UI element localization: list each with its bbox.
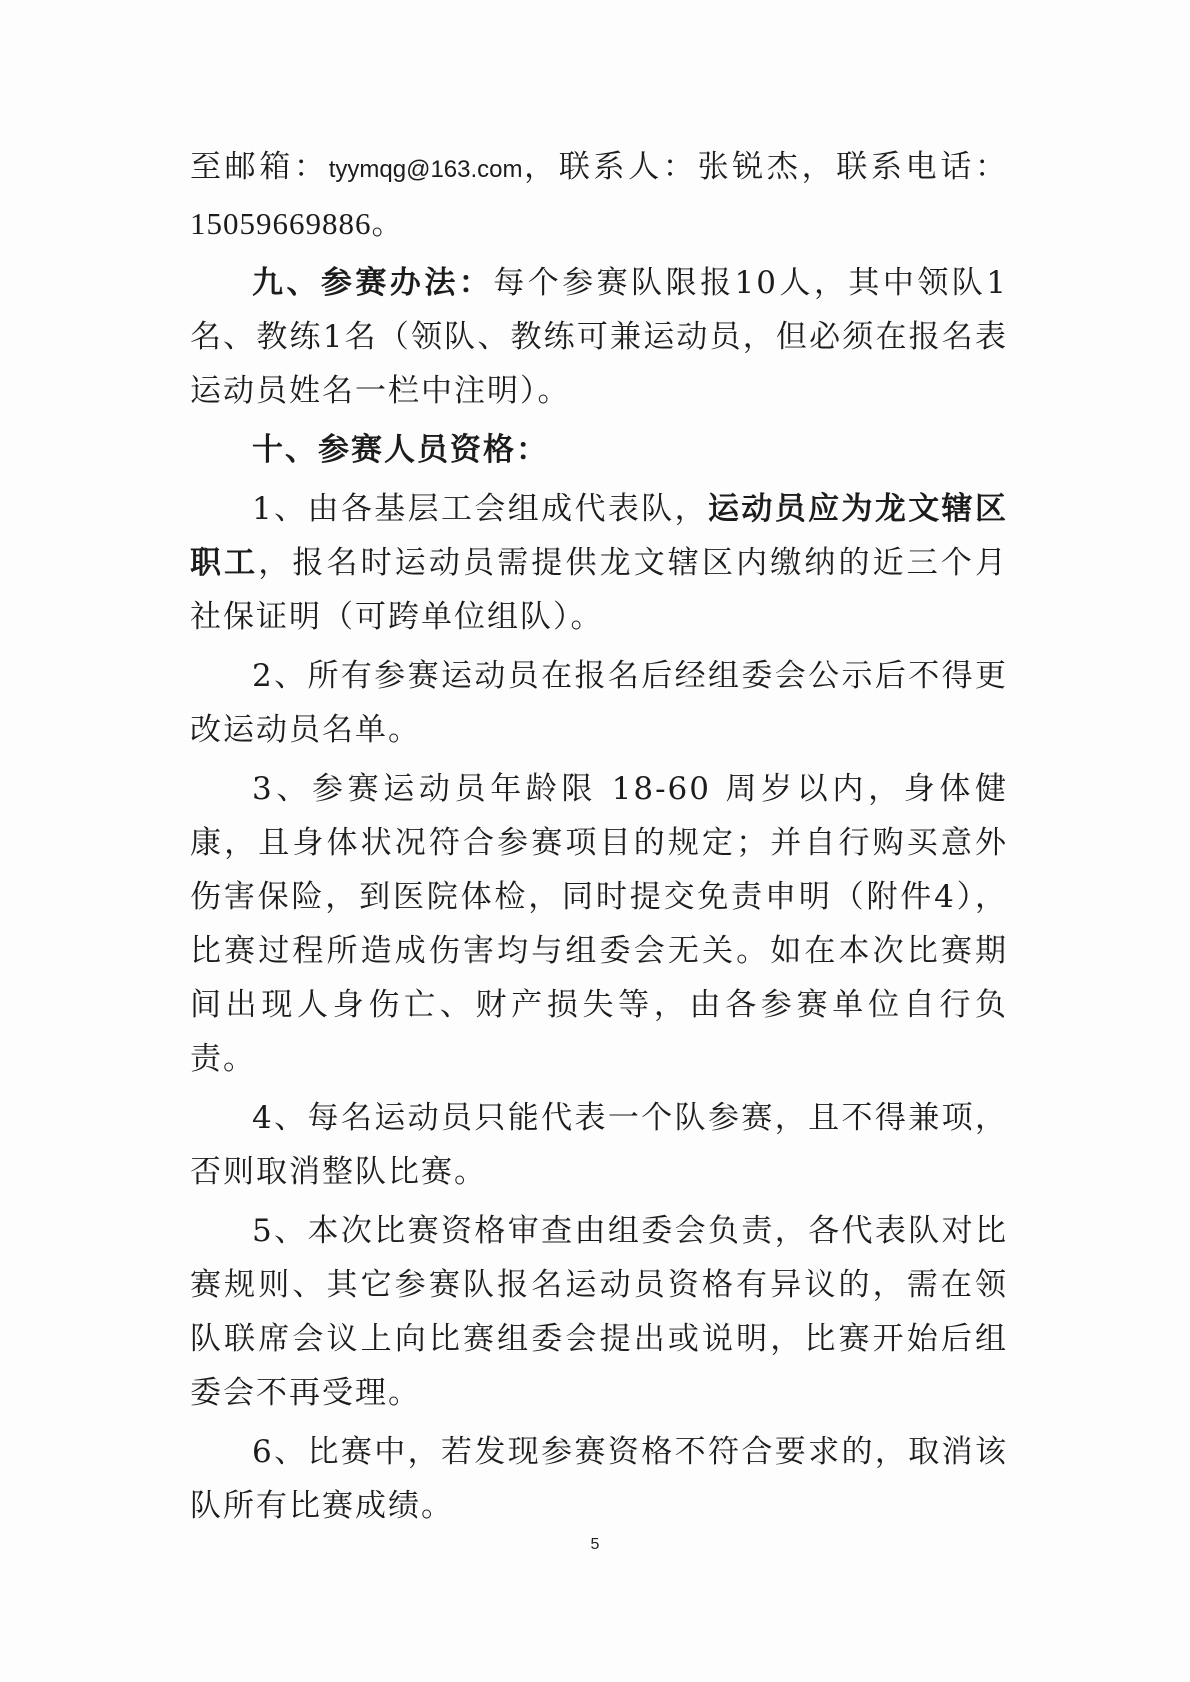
contact-email: tyymqg@163.com bbox=[328, 156, 523, 183]
section-10-item-6: 6、比赛中，若发现参赛资格不符合要求的，取消该队所有比赛成绩。 bbox=[190, 1434, 1008, 1524]
item-1-suffix: ，报名时运动员需提供龙文辖区内缴纳的近三个月社保证明（可跨单位组队）。 bbox=[190, 545, 1009, 635]
contact-text-end: 。 bbox=[371, 206, 405, 242]
section-9-body: 每个参赛队限报10人，其中领队1名、教练1名（领队、教练可兼运动员，但必须在报名表运动员姓名一栏中注明）。 bbox=[190, 265, 1009, 409]
page-number: 5 bbox=[590, 1536, 600, 1553]
section-10-item-5: 5、本次比赛资格审查由组委会负责，各代表队对比赛规则、其它参赛队报名运动员资格有异议的，需在领队联席会议上向比赛组委会提出或说明，比赛开始后组委会不再受理。 bbox=[190, 1213, 1008, 1411]
section-10-item-3: 3、参赛运动员年龄限 18-60 周岁以内，身体健康，且身体状况符合参赛项目的规定；并自行购买意外伤害保险，到医院体检，同时提交免责申明（附件4），比赛过程所造成伤害均与组委会无关。如在本次比赛期间出现人身伤亡、财产损失等，由各参赛单位自行负责。 bbox=[190, 771, 1008, 1077]
contact-text-1: 至邮箱： bbox=[190, 149, 329, 185]
section-9-heading: 九、参赛办法： bbox=[252, 265, 494, 301]
item-1-prefix: 1、由各基层工会组成代表队， bbox=[252, 491, 708, 527]
document-body bbox=[190, 140, 1008, 1538]
section-9-paragraph bbox=[190, 256, 1008, 418]
section-10-item-2: 2、所有参赛运动员在报名后经组委会公示后不得更改运动员名单。 bbox=[190, 658, 1008, 748]
contact-text-2: ，联系人：张锐杰，联系电话： bbox=[522, 149, 1009, 185]
section-10-item-1 bbox=[190, 482, 1008, 644]
section-10-item-4: 4、每名运动员只能代表一个队参赛，且不得兼项，否则取消整队比赛。 bbox=[190, 1100, 1008, 1190]
section-10-heading: 十、参赛人员资格： bbox=[252, 432, 549, 468]
item-1-bold: 运动员应为龙文辖区职工 bbox=[190, 491, 1008, 581]
contact-phone: 15059669886 bbox=[190, 206, 372, 241]
contact-paragraph bbox=[190, 140, 1008, 251]
